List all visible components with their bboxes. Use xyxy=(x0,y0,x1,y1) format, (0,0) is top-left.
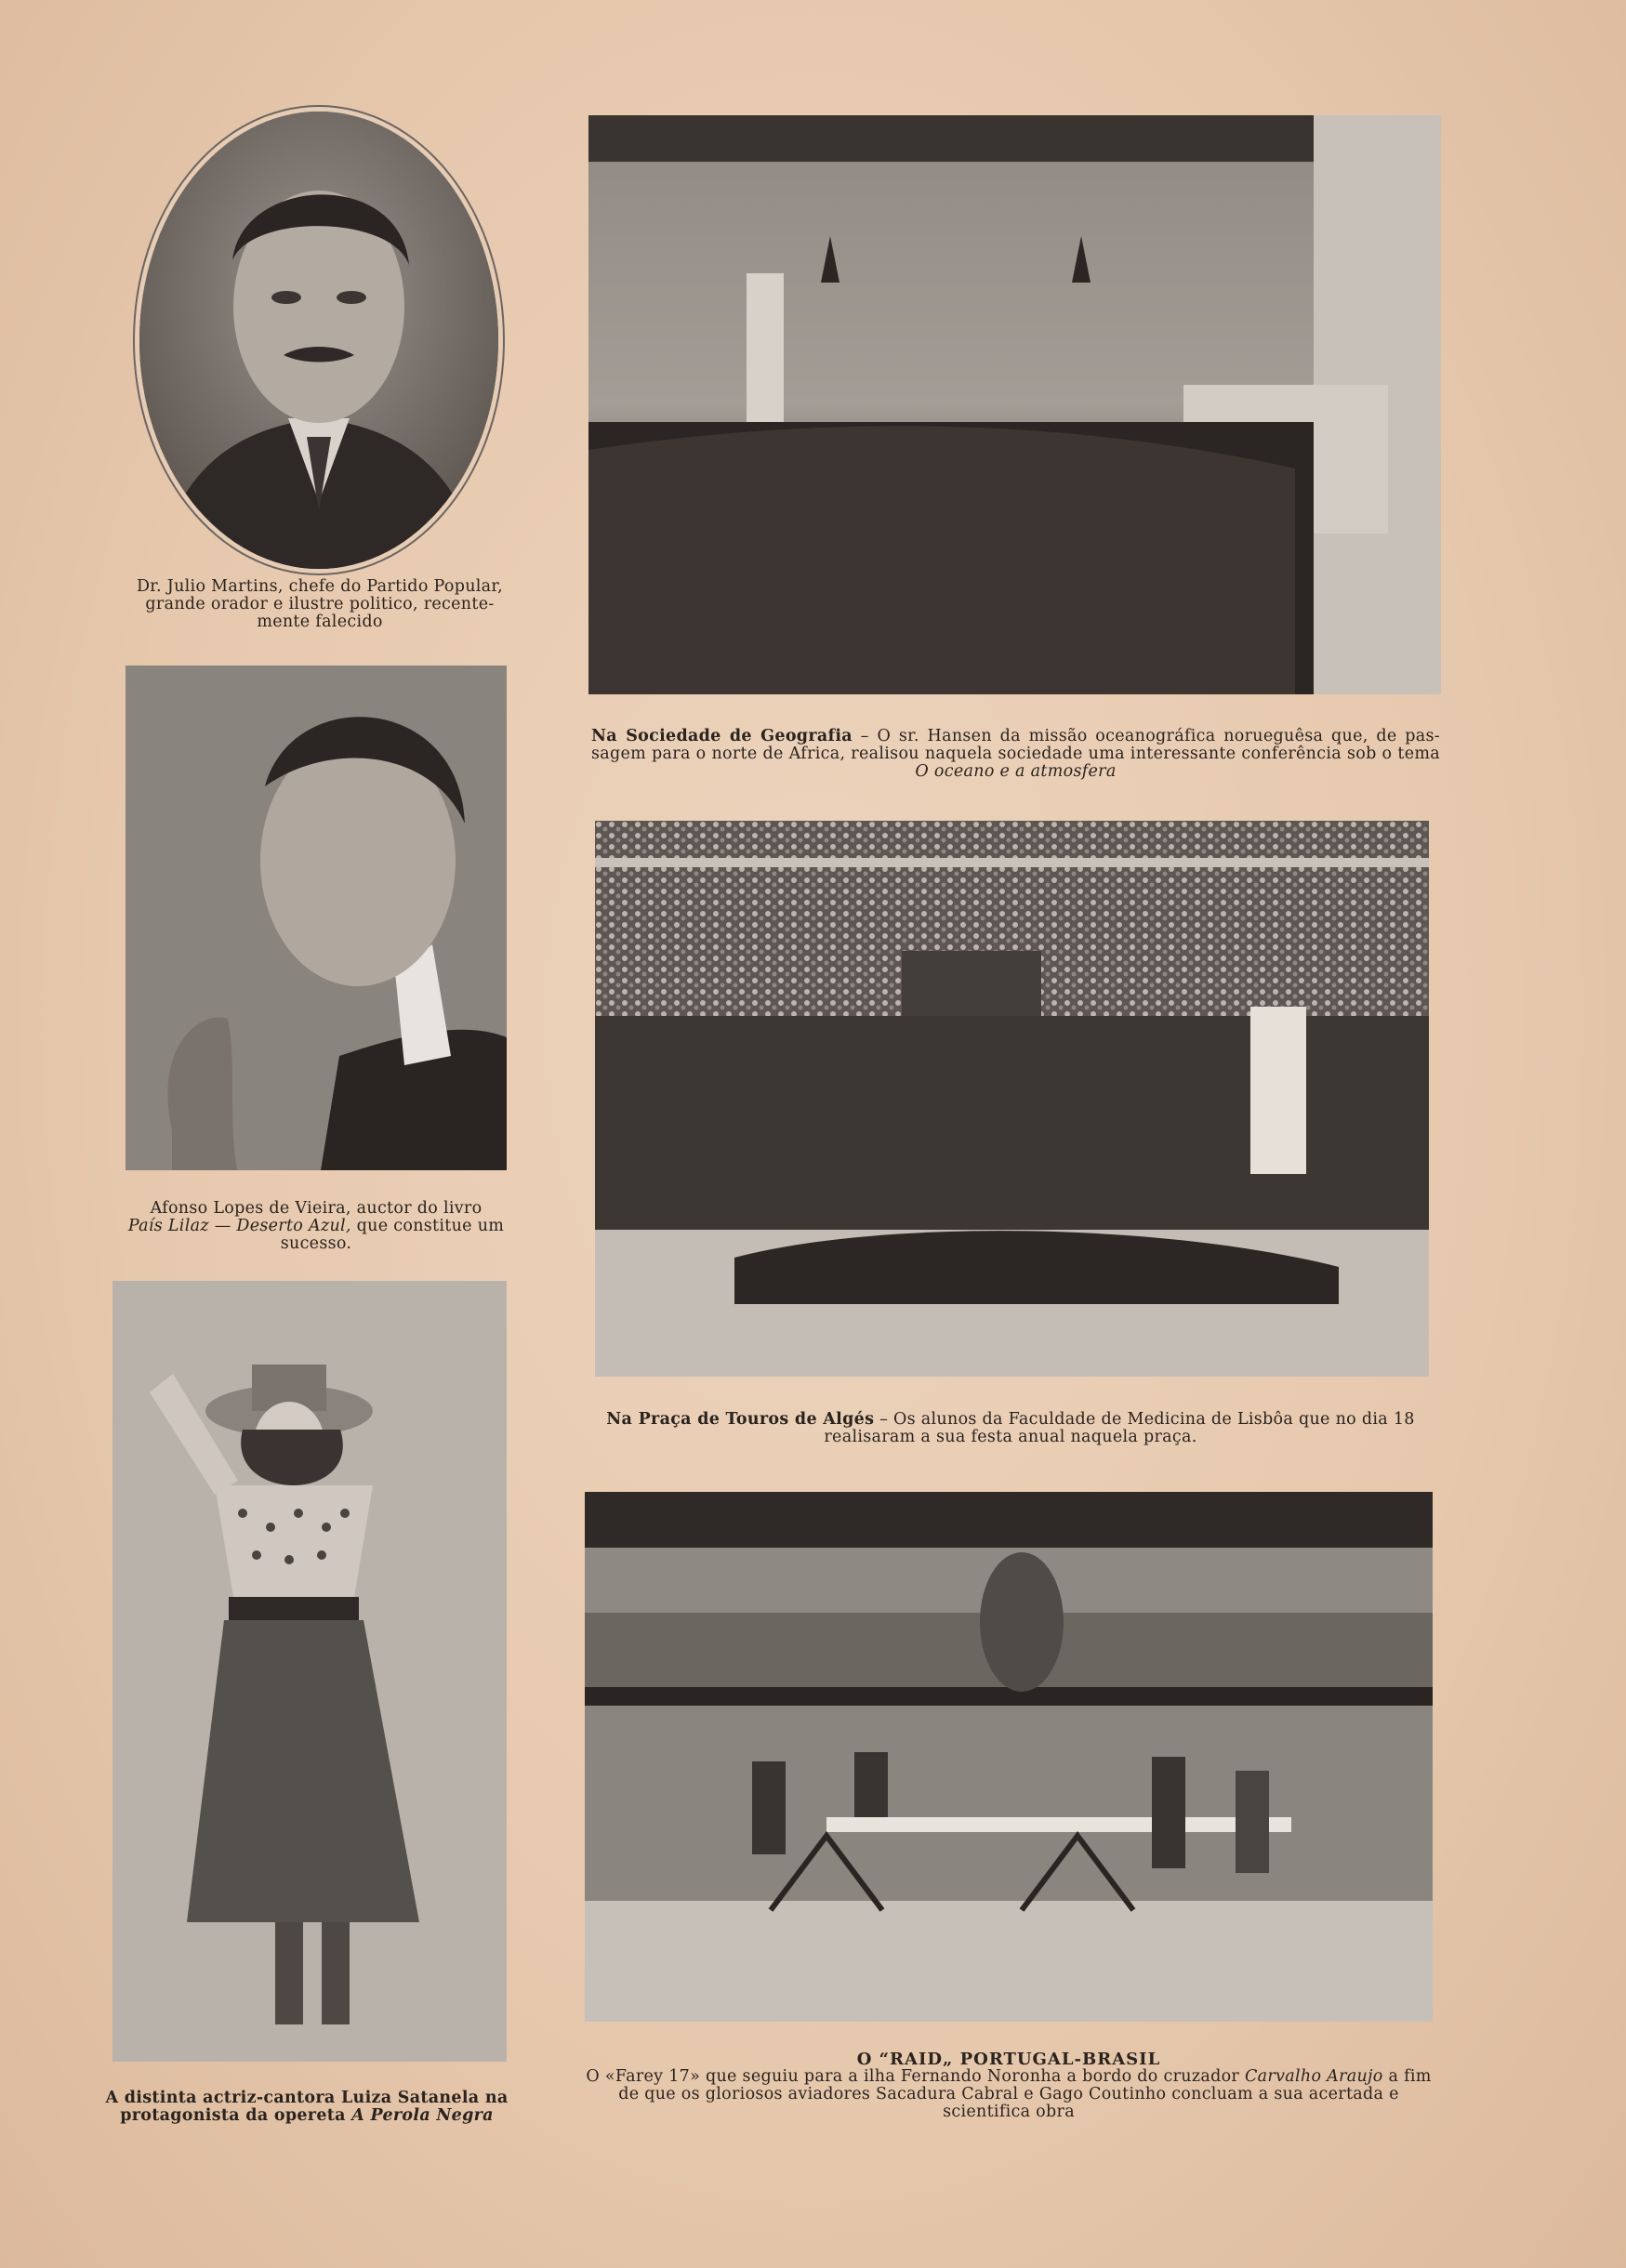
caption-touros-lead: Na Praça de Touros de Algés xyxy=(606,1410,875,1429)
photo-farey-17 xyxy=(585,1492,1433,2022)
caption-raid-ship: Carvalho Araujo xyxy=(1244,2067,1383,2086)
caption-julio-martins xyxy=(115,578,524,631)
portrait-julio-martins xyxy=(139,112,498,569)
caption-satanela-part1: A distinta actriz-cantora Luiza Satanela na protagonista da opereta xyxy=(105,2089,509,2125)
caption-sociedade-theme: O oceano e a atmosfera xyxy=(915,762,1117,781)
caption-sociedade-lead: Na Sociedade de Geografia xyxy=(591,727,853,745)
caption-satanela-opera: A Perola Negra xyxy=(351,2106,494,2125)
photo-afonso-lopes-vieira xyxy=(126,666,507,1170)
caption-julio-martins-line2: grande orador e ilustre politico, recente- xyxy=(145,595,495,613)
caption-raid-portugal-brasil xyxy=(585,2050,1433,2121)
caption-raid-part2: a fim de que os gloriosos aviadores Sacadura Cabral e Gago Coutinho concluam a sua acertada e scientifica obra xyxy=(618,2067,1432,2121)
caption-sociedade-geografia xyxy=(591,728,1440,781)
caption-raid-title: O “RAID„ PORTUGAL-BRASIL xyxy=(856,2050,1161,2069)
caption-raid-part1: O «Farey 17» que seguiu para a ilha Fernando Noronha a bordo do cruzador xyxy=(586,2067,1245,2086)
caption-lopes-part1: Afonso Lopes de Vieira, auctor do livro xyxy=(150,1199,483,1218)
caption-julio-martins-line1: Dr. Julio Martins, chefe do Partido Popular, xyxy=(136,577,504,596)
caption-luiza-satanela xyxy=(102,2090,511,2125)
caption-lopes-book: País Lilaz — Deserto Azul, xyxy=(127,1217,351,1235)
caption-touros-text: – Os alunos da Faculdade de Medicina de Lisbôa que no dia 18 realisaram a sua festa anual naquela praça. xyxy=(824,1410,1415,1446)
caption-afonso-lopes-vieira xyxy=(126,1200,507,1253)
photo-praca-touros-alges xyxy=(595,821,1429,1377)
caption-sociedade-text: – O sr. Hansen da missão oceanográfica norueguêsa que, de pas-sagem para o norte de Africa, realisou naquela sociedade uma interessante conferência sob o tema xyxy=(591,727,1440,763)
photo-sociedade-geografia xyxy=(588,115,1441,694)
photo-luiza-satanela xyxy=(112,1281,507,2062)
caption-julio-martins-line3: mente falecido xyxy=(257,613,383,631)
caption-lopes-part2: que constitue um sucesso. xyxy=(280,1217,505,1253)
caption-praca-touros xyxy=(588,1411,1434,1446)
